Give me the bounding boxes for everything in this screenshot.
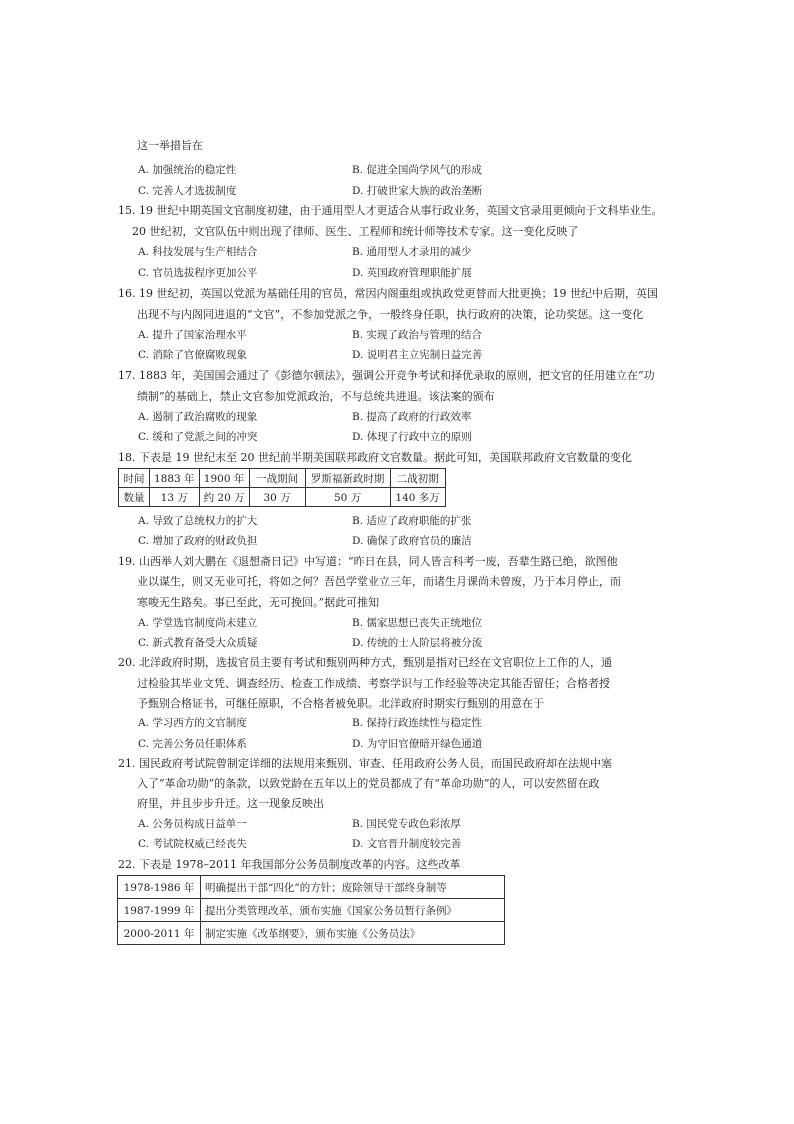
table-cell: 提出分类管理改革，颁布实施《国家公务员暂行条例》 [201,899,505,922]
table-cell: 制定实施《改革纲要》，颁布实施《公务员法》 [201,922,505,945]
table-row [118,922,505,945]
q18-stem-line-1: 18. 下表是 19 世纪末至 20 世纪前半期美国联邦政府文官数量。据此可知，美国联邦政府文官数量的变化 [118,451,632,464]
table-cell: 1900 年 [199,469,249,488]
table-cell: 一战期间 [249,469,305,488]
q20-stem-line-3: 予甄别合格证书，可继任原职，不合格者被免职。北洋政府时期实行甄别的用意在于 [137,697,544,710]
q14-stem-tail: 这一举措旨在 [137,139,203,152]
q20-option-a: A. 学习西方的文官制度 [138,717,247,729]
q17-stem-line-1: 17. 1883 年，美国国会通过了《彭德尔顿法》，强调公开竞争考试和择优录取的原则，把文官的任用建立在“功 [118,369,655,382]
q16-option-c: C. 消除了官僚腐败现象 [138,349,247,361]
q18-option-d: D. 确保了政府官员的廉洁 [352,535,472,547]
q14-option-c: C. 完善人才选拔制度 [138,185,237,197]
table-cell: 1978-1986 年 [118,876,201,899]
q18-option-a: A. 导致了总统权力的扩大 [138,515,258,527]
q16-stem-line-2: 出现不与内阁同进退的“文官”，不参加党派之争，一般终身任职，执行政府的决策，论功奖惩。这一变化 [137,308,644,321]
q16-option-b: B. 实现了政治与管理的结合 [352,329,482,341]
q15-option-b: B. 通用型人才录用的减少 [352,246,472,258]
q18-option-c: C. 增加了政府的财政负担 [138,535,258,547]
q21-option-d: D. 文官晋升制度较完善 [352,838,462,850]
q21-stem-line-3: 府里，并且步步升迁。这一现象反映出 [137,797,324,810]
q20-option-d: D. 为守旧官僚暗开绿色通道 [352,738,483,750]
q19-option-b: B. 儒家思想已丧失正统地位 [352,617,482,629]
q19-stem-line-2: 业以谋生，则又无业可托，将如之何？吾邑学堂业立三年，而诸生月课尚未曾废，乃于本月停止，而 [137,575,621,588]
q20-stem-line-2: 过检验其毕业文凭、调查经历、检查工作成绩、考察学识与工作经验等决定其能否留任；合格者授 [137,677,610,690]
q19-option-a: A. 学堂选官制度尚未建立 [138,617,258,629]
q17-option-c: C. 缓和了党派之间的冲突 [138,431,258,443]
q16-option-a: A. 提升了国家治理水平 [138,329,247,341]
q21-option-a: A. 公务员构成日益单一 [138,818,247,830]
q18-table [118,468,446,507]
q16-option-d: D. 说明君主立宪制日益完善 [352,349,483,361]
q19-option-d: D. 传统的士人阶层将被分流 [352,637,483,649]
q20-stem-line-1: 20. 北洋政府时期，选拔官员主要有考试和甄别两种方式，甄别是指对已经在文官职位上工作的人，通 [118,656,612,669]
q22-stem-line-1: 22. 下表是 1978–2011 年我国部分公务员制度改革的内容。这些改革 [118,858,461,871]
q19-option-c: C. 新式教育备受大众质疑 [138,637,258,649]
q19-stem-line-1: 19. 山西举人刘大鹏在《退想斋日记》中写道：“昨日在县，同人皆言科考一废，吾辈生路已绝，欲图他 [118,555,618,568]
table-cell: 50 万 [305,488,390,507]
table-row [118,899,505,922]
table-cell: 2000-2011 年 [118,922,201,945]
table-cell: 明确提出干部“四化”的方针；废除领导干部终身制等 [201,876,505,899]
q15-option-c: C. 官员选拔程序更加公平 [138,267,258,279]
q17-option-a: A. 遏制了政治腐败的现象 [138,411,258,423]
table-row [118,876,505,899]
table-cell: 罗斯福新政时期 [305,469,390,488]
table-cell: 约 20 万 [199,488,249,507]
q21-stem-line-2: 入了“革命功勋”的条款，以致党龄在五年以上的党员都成了有“革命功勋”的人，可以安然留在政 [137,777,600,790]
table-cell: 13 万 [150,488,200,507]
q21-stem-line-1: 21. 国民政府考试院曾制定详细的法规用来甄别、审查、任用政府公务人员，而国民政府却在法规中塞 [118,757,612,770]
table-row [119,469,446,488]
q14-option-a: A. 加强统治的稳定性 [138,164,237,176]
q17-stem-line-2: 绩制”的基础上，禁止文官参加党派政治，不与总统共进退。该法案的颁布 [137,390,495,403]
q17-option-d: D. 体现了行政中立的原则 [352,431,472,443]
table-cell: 二战初期 [390,469,445,488]
q19-stem-line-3: 寒唆无生路矣。事已至此，无可挽回。”据此可推知 [137,596,380,609]
table-cell: 1987-1999 年 [118,899,201,922]
q22-table [117,875,505,945]
q17-option-b: B. 提高了政府的行政效率 [352,411,472,423]
table-row [119,488,446,507]
q20-option-c: C. 完善公务员任职体系 [138,738,247,750]
q21-option-b: B. 国民党专政色彩浓厚 [352,818,461,830]
q15-stem-line-2: 20 世纪初，文官队伍中则出现了律师、医生、工程师和统计师等技术专家。这一变化反映了 [132,225,579,238]
q16-stem-line-1: 16. 19 世纪初，英国以党派为基础任用的官员，常因内阁重组或执政党更替而大批更换；19 世纪中后期，英国 [118,287,658,300]
q18-option-b: B. 适应了政府职能的扩张 [352,515,472,527]
table-cell: 数量 [119,488,150,507]
q14-option-b: B. 促进全国尚学风气的形成 [352,164,482,176]
q14-option-d: D. 打破世家大族的政治垄断 [352,185,483,197]
q20-option-b: B. 保持行政连续性与稳定性 [352,717,482,729]
q21-option-c: C. 考试院权威已经丧失 [138,838,247,850]
q15-stem-line-1: 15. 19 世纪中期英国文官制度初建，由于通用型人才更适合从事行政业务，英国文官录用更倾向于文科毕业生。 [118,204,663,217]
table-cell: 时间 [119,469,150,488]
table-cell: 1883 年 [150,469,200,488]
table-cell: 140 多万 [390,488,445,507]
q15-option-d: D. 英国政府管理职能扩展 [352,267,472,279]
q15-option-a: A. 科技发展与生产相结合 [138,246,258,258]
table-cell: 30 万 [249,488,305,507]
